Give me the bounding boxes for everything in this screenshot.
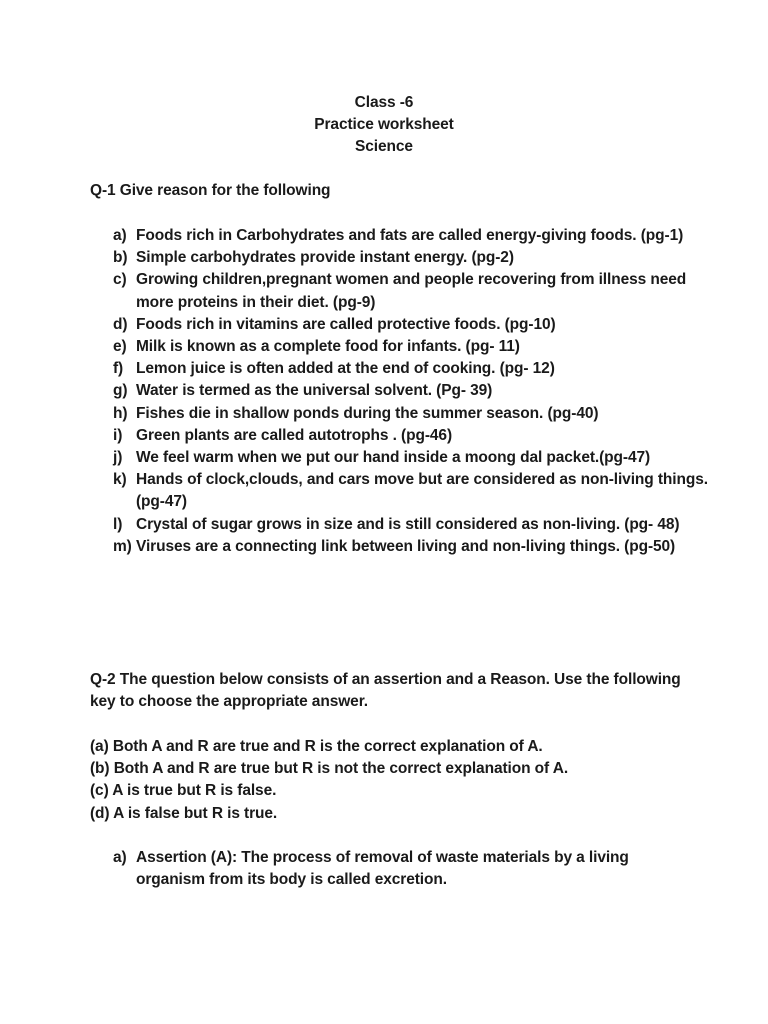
list-item-text: Growing children,pregnant women and people recovering from illness need more proteins in their diet. (pg-9) bbox=[136, 271, 687, 311]
list-item-text: Water is termed as the universal solvent. (Pg- 39) bbox=[136, 382, 493, 400]
list-marker: m) bbox=[113, 537, 132, 555]
list-item bbox=[113, 536, 713, 558]
list-marker: i) bbox=[113, 426, 123, 444]
list-item bbox=[113, 380, 713, 402]
list-marker: f) bbox=[113, 360, 124, 378]
list-item bbox=[113, 314, 713, 336]
list-marker: h) bbox=[113, 404, 128, 422]
list-item bbox=[113, 247, 713, 269]
list-marker: d) bbox=[113, 315, 128, 333]
list-item bbox=[113, 269, 713, 313]
list-marker: e) bbox=[113, 338, 127, 356]
list-marker: c) bbox=[113, 271, 127, 289]
list-item bbox=[113, 447, 713, 469]
title-line: Practice worksheet bbox=[314, 116, 454, 133]
class-line: Class -6 bbox=[354, 94, 414, 111]
subject-line: Science bbox=[355, 138, 413, 155]
q2-heading: Q-2 The question below consists of an assertion and a Reason. Use the following key to choose the appropriate answer. bbox=[90, 671, 681, 711]
answer-key bbox=[90, 736, 710, 825]
answer-key-option: (a) Both A and R are true and R is the correct explanation of A. bbox=[90, 738, 543, 755]
q1-heading: Q-1 Give reason for the following bbox=[90, 182, 331, 199]
list-item bbox=[113, 225, 713, 247]
list-marker: a) bbox=[113, 849, 127, 866]
q1-list bbox=[113, 225, 713, 558]
list-item-text: Foods rich in Carbohydrates and fats are called energy-giving foods. (pg-1) bbox=[136, 227, 684, 244]
list-item-text: Fishes die in shallow ponds during the summer season. (pg-40) bbox=[136, 404, 599, 422]
list-marker: l) bbox=[113, 515, 123, 533]
list-item bbox=[113, 403, 713, 425]
answer-key-option: (d) A is false but R is true. bbox=[90, 804, 278, 822]
list-item-text: Lemon juice is often added at the end of cooking. (pg- 12) bbox=[136, 360, 555, 378]
list-marker: k) bbox=[113, 471, 127, 489]
list-item-text: We feel warm when we put our hand inside a moong dal packet.(pg-47) bbox=[136, 449, 651, 467]
worksheet-header bbox=[0, 92, 768, 158]
list-item bbox=[113, 358, 713, 380]
list-item-text: Green plants are called autotrophs . (pg-46) bbox=[136, 426, 452, 444]
list-item bbox=[113, 514, 713, 536]
list-item bbox=[113, 336, 713, 358]
q2-list bbox=[113, 847, 673, 891]
list-item bbox=[113, 425, 713, 447]
answer-key-option: (c) A is true but R is false. bbox=[90, 782, 277, 800]
list-item bbox=[113, 847, 673, 891]
list-item-text: Foods rich in vitamins are called protective foods. (pg-10) bbox=[136, 315, 556, 333]
list-item-text: Crystal of sugar grows in size and is still considered as non-living. (pg- 48) bbox=[136, 515, 680, 533]
list-marker: j) bbox=[113, 449, 123, 467]
answer-key-option: (b) Both A and R are true but R is not the correct explanation of A. bbox=[90, 760, 569, 778]
list-item-text: Viruses are a connecting link between living and non-living things. (pg-50) bbox=[136, 537, 676, 555]
list-item bbox=[113, 469, 713, 513]
list-item-text: Assertion (A): The process of removal of waste materials by a living organism from its body is called excretion. bbox=[136, 849, 629, 889]
list-item-text: Simple carbohydrates provide instant energy. (pg-2) bbox=[136, 249, 514, 267]
list-marker: a) bbox=[113, 227, 127, 244]
list-item-text: Milk is known as a complete food for infants. (pg- 11) bbox=[136, 338, 520, 356]
list-marker: b) bbox=[113, 249, 128, 267]
list-item-text: Hands of clock,clouds, and cars move but are considered as non-living things.(pg-47) bbox=[136, 471, 708, 511]
list-marker: g) bbox=[113, 382, 128, 400]
